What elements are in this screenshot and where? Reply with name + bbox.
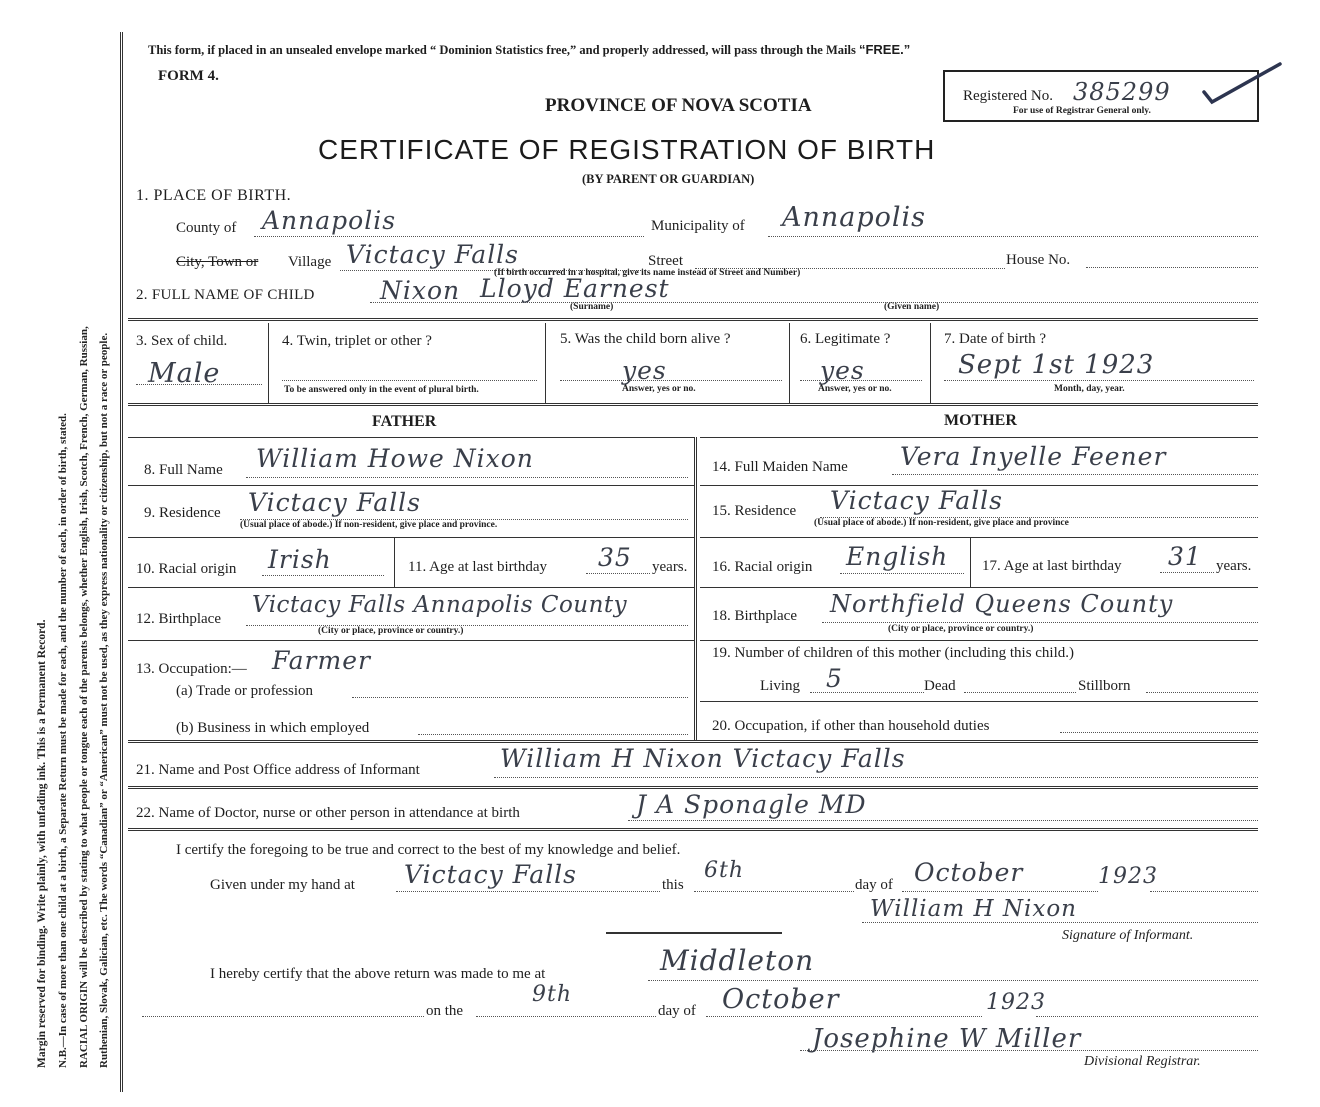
mother-birthplace-caption: (City or place, province or country.) [888, 624, 1034, 634]
mother-occupation-line [1060, 732, 1258, 733]
mother-children-label: 19. Number of children of this mother (including this child.) [712, 645, 1075, 661]
row-divider-doctor [128, 786, 1258, 789]
father-trade-label: (a) Trade or profession [176, 683, 314, 699]
father-trade-line [352, 697, 688, 698]
mother-row16-rule [700, 587, 1258, 588]
registrar-place-line [648, 980, 1258, 981]
father-age-value: 35 [598, 543, 632, 572]
mother-heading: MOTHER [944, 412, 1017, 429]
row-divider-top [128, 318, 1258, 321]
mother-living-value: 5 [826, 664, 843, 693]
mother-racial-line [840, 573, 964, 574]
informant-signature: William H Nixon [870, 896, 1077, 922]
legitimate-line [800, 380, 922, 381]
mother-residence-caption: (Usual place of abode.) If non-resident, give place and province [814, 518, 1069, 528]
given-year-line [1150, 891, 1258, 892]
father-birthplace-caption: (City or place, province or country.) [318, 626, 464, 636]
registered-label: Registered No. [963, 88, 1053, 104]
reg-month-line [706, 1016, 982, 1017]
father-age-divider [394, 537, 395, 587]
on-the-label: on the [426, 1003, 464, 1019]
father-age-line [586, 573, 650, 574]
col-divider-4 [930, 323, 931, 403]
father-residence-value: Victacy Falls [248, 488, 422, 517]
mother-birthplace-value: Northfield Queens County [830, 590, 1174, 618]
given-place-line [396, 891, 660, 892]
county-line [254, 236, 644, 237]
doctor-value: J A Sponagle MD [636, 790, 867, 819]
dob-caption: Month, day, year. [1054, 384, 1125, 394]
municipality-line [768, 236, 1258, 237]
father-row9-rule [128, 537, 694, 538]
legitimate-caption: Answer, yes or no. [818, 384, 892, 394]
alive-line [560, 380, 782, 381]
city-town-label: City, Town or [176, 254, 259, 270]
mother-name-line [892, 474, 1258, 475]
dob-label: 7. Date of birth ? [944, 331, 1047, 347]
sex-line [136, 384, 262, 385]
province-heading: PROVINCE OF NOVA SCOTIA [545, 95, 812, 116]
father-occupation-label: 13. Occupation:— [136, 661, 247, 677]
registrar-prefix-line [142, 1016, 424, 1017]
registrar-use-note: For use of Registrar General only. [1013, 106, 1151, 116]
sex-value: Male [148, 358, 221, 389]
row-divider-certify [128, 828, 1258, 831]
mother-birthplace-line [822, 622, 1258, 623]
county-label: County of [176, 220, 237, 236]
mother-age-line [1160, 572, 1214, 573]
father-racial-value: Irish [268, 545, 332, 574]
informant-label: 21. Name and Post Office address of Informant [136, 762, 420, 778]
certify-text: I certify the foregoing to be true and correct to the best of my knowledge and belief. [176, 842, 681, 858]
mother-row18-rule [700, 640, 1258, 641]
mother-years-label: years. [1216, 558, 1252, 574]
checkmark-icon [1200, 58, 1285, 108]
given-name-caption: (Given name) [884, 302, 940, 312]
municipality-value: Annapolis [782, 202, 927, 233]
registrar-text: I hereby certify that the above return was made to me at [210, 966, 546, 982]
form-number: FORM 4. [158, 68, 219, 84]
alive-value: yes [622, 356, 667, 385]
row-divider-parents [128, 403, 1258, 406]
registrar-place-value: Middleton [660, 944, 815, 977]
father-row8-rule [128, 485, 694, 486]
house-line [1086, 267, 1258, 268]
twin-note: To be answered only in the event of plural birth. [284, 385, 479, 395]
father-business-line [418, 734, 688, 735]
col-divider-1 [268, 323, 269, 403]
mother-name-label: 14. Full Maiden Name [712, 459, 848, 475]
registrar-caption: Divisional Registrar. [1084, 1054, 1201, 1069]
father-residence-label: 9. Residence [144, 505, 221, 521]
margin-note-binding: Margin reserved for binding. Write plainly, with unfading ink. This is a Permanent Record. [36, 619, 48, 1068]
reg-year-line [1036, 1016, 1258, 1017]
parents-divider [694, 437, 697, 740]
mother-stillborn-label: Stillborn [1078, 678, 1131, 694]
father-business-label: (b) Business in which employed [176, 720, 370, 736]
mother-age-value: 31 [1168, 542, 1202, 571]
legitimate-label: 6. Legitimate ? [800, 331, 891, 347]
registrar-signature: Josephine W Miller [812, 1024, 1082, 1054]
alive-label: 5. Was the child born alive ? [560, 331, 731, 347]
informant-line [494, 777, 1258, 778]
mother-age-label: 17. Age at last birthday [982, 558, 1122, 574]
municipality-label: Municipality of [651, 218, 745, 234]
mother-row19-rule [700, 701, 1258, 702]
mother-living-label: Living [760, 678, 800, 694]
child-name-label: 2. FULL NAME OF CHILD [136, 287, 315, 303]
mother-occupation-label: 20. Occupation, if other than household duties [712, 718, 990, 734]
mother-heading-rule [700, 437, 1258, 438]
father-racial-label: 10. Racial origin [136, 561, 237, 577]
father-name-label: 8. Full Name [144, 462, 223, 478]
mother-residence-value: Victacy Falls [830, 486, 1004, 515]
given-month-line [902, 891, 1098, 892]
given-month-value: October [914, 858, 1024, 887]
child-given-name: Lloyd Earnest [480, 274, 670, 303]
margin-note-separate-return: N.B.—In case of more than one child at a birth, a Separate Return must be made for each, and the number of each, in order of birth, stated. [57, 413, 69, 1068]
dob-line [944, 380, 1254, 381]
margin-note-racial-origin: RACIAL ORIGIN will be described by stating to what people or tongue each of the parents belongs, whether English, Irish, Scotch, French, German, Russian, [78, 326, 90, 1068]
mother-stillborn-line [1146, 692, 1258, 693]
father-birthplace-value: Victacy Falls Annapolis County [252, 592, 628, 618]
father-heading-rule [128, 437, 694, 438]
day-of-label: day of [855, 877, 893, 893]
informant-signature-caption: Signature of Informant. [1062, 928, 1194, 943]
village-label: Village [288, 254, 332, 270]
given-label: Given under my hand at [210, 877, 355, 893]
mother-name-value: Vera Inyelle Feener [900, 442, 1167, 471]
father-racial-line [262, 575, 384, 576]
county-value: Annapolis [262, 206, 397, 235]
mother-birthplace-label: 18. Birthplace [712, 608, 797, 624]
reg-day-line [476, 1016, 656, 1017]
margin-note-racial-origin-cont: Ruthenian, Slovak, Galician, etc. The words “Canadian” or “American” must not be used, as they express nationality or citizenship, but not a race or people. [98, 332, 110, 1068]
twin-label: 4. Twin, triplet or other ? [282, 333, 432, 349]
twin-line [282, 380, 537, 381]
mother-row15-rule [700, 537, 1258, 538]
informant-signature-line [862, 922, 1258, 923]
father-heading: FATHER [372, 413, 437, 430]
given-day-line [694, 891, 854, 892]
village-value: Victacy Falls [346, 240, 520, 269]
reg-day-of-label: day of [658, 1003, 696, 1019]
col-divider-3 [789, 323, 790, 403]
reg-day-value: 9th [532, 982, 573, 1007]
street-label: Street [648, 253, 683, 269]
father-residence-caption: (Usual place of abode.) If non-resident, give place and province. [240, 520, 498, 530]
registrar-signature-line [800, 1050, 1258, 1051]
father-occupation-value: Farmer [272, 646, 371, 675]
dob-value: Sept 1st 1923 [958, 350, 1155, 380]
binding-margin-rule [120, 32, 123, 1092]
mother-dead-label: Dead [924, 678, 956, 694]
doctor-line [628, 820, 1258, 821]
alive-caption: Answer, yes or no. [622, 384, 696, 394]
reg-year-value: 1923 [986, 990, 1046, 1015]
house-label: House No. [1006, 252, 1071, 268]
given-year-value: 1923 [1098, 864, 1158, 889]
doctor-label: 22. Name of Doctor, nurse or other person in attendance at birth [136, 805, 520, 821]
hospital-note: (If birth occurred in a hospital, give its name instead of Street and Number) [494, 268, 801, 278]
this-label: this [662, 877, 684, 893]
mail-notice-free: “FREE.” [858, 42, 911, 57]
surname-caption: (Surname) [570, 302, 614, 312]
registered-number: 385299 [1073, 78, 1171, 106]
certificate-title: CERTIFICATE OF REGISTRATION OF BIRTH [318, 134, 936, 165]
legitimate-value: yes [820, 356, 865, 385]
informant-value: William H Nixon Victacy Falls [500, 744, 906, 773]
father-name-value: William Howe Nixon [256, 444, 534, 473]
father-row12-rule [128, 640, 694, 641]
given-place-value: Victacy Falls [404, 860, 578, 889]
place-of-birth-heading: 1. PLACE OF BIRTH. [136, 187, 292, 204]
father-name-line [246, 477, 688, 478]
col-divider-2 [545, 323, 546, 403]
mail-notice [148, 42, 910, 58]
mother-dead-line [964, 692, 1076, 693]
row-divider-informant [128, 740, 1258, 743]
separator-short [606, 932, 782, 934]
mother-racial-label: 16. Racial origin [712, 559, 813, 575]
father-age-label: 11. Age at last birthday [408, 559, 547, 575]
mother-residence-label: 15. Residence [712, 503, 797, 519]
father-birthplace-line [246, 625, 688, 626]
mail-notice-text: This form, if placed in an unsealed envelope marked “ Dominion Statistics free,” and properly addressed, will pass through the Mails [148, 43, 856, 57]
father-row10-rule [128, 587, 694, 588]
father-birthplace-label: 12. Birthplace [136, 611, 221, 627]
certificate-subtitle: (BY PARENT OR GUARDIAN) [582, 172, 755, 186]
given-day-value: 6th [704, 858, 745, 883]
sex-label: 3. Sex of child. [136, 333, 228, 349]
father-years-label: years. [652, 559, 688, 575]
reg-month-value: October [722, 984, 840, 1015]
mother-age-divider [970, 537, 971, 587]
mother-racial-value: English [846, 542, 949, 571]
child-surname: Nixon [380, 276, 461, 305]
